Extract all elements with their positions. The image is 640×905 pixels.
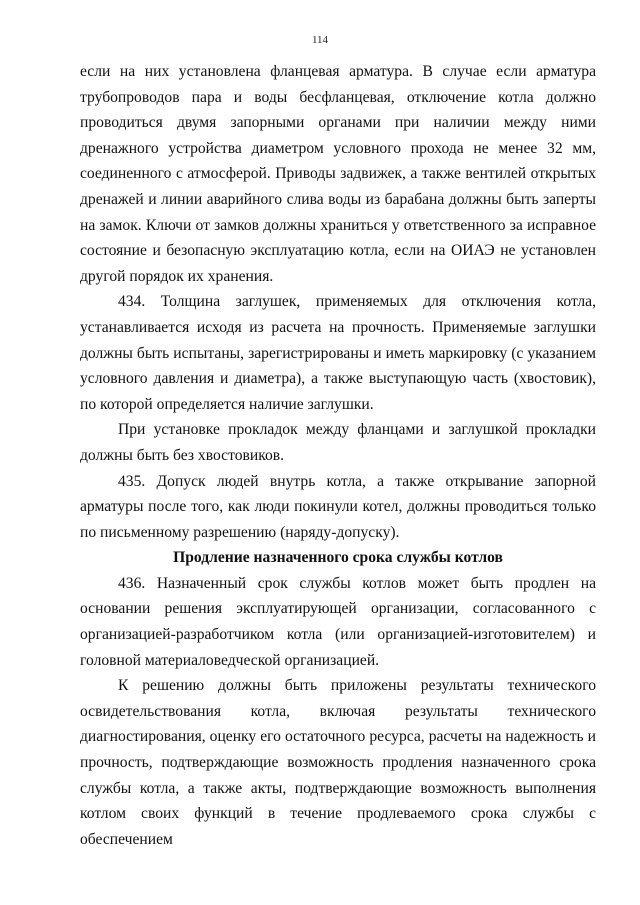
- section-heading: Продление назначенного срока службы котлов: [173, 549, 503, 567]
- page-body: [80, 59, 596, 852]
- page-number: 114: [311, 34, 329, 46]
- paragraph-decision-attachments: К решению должны быть приложены результаты технического освидетельствования котла, включая результаты технического диагностирования, оценку его остаточного ресурса, расчеты на надежность и прочность, подтверждающие возможность продления назначенного срока службы котла, а также акты, подтверждающие возможность выполнения котлом своих функций в течение продлеваемого срока службы с обеспечением: [80, 677, 596, 848]
- paragraph-434: 434. Толщина заглушек, применяемых для отключения котла, устанавливается исходя из расчета на прочность. Применяемые заглушки должны быть испытаны, зарегистрированы и иметь маркировку (с указанием условного давления и диаметра), а также выступающую часть (хвостовик), по которой определяется наличие заглушки.: [80, 293, 596, 413]
- paragraph-435: 435. Допуск людей внутрь котла, а также открывание запорной арматуры после того, как люди покинули котел, должны проводиться только по письменному разрешению (наряду-допуску).: [80, 472, 596, 541]
- paragraph-gaskets: При установке прокладок между фланцами и заглушкой прокладки должны быть без хвостовиков.: [80, 421, 596, 464]
- paragraph-436: 436. Назначенный срок службы котлов может быть продлен на основании решения эксплуатирующей организации, согласованного с организацией-разработчиком котла (или организацией-изготовителем) и головной материаловедческой организацией.: [80, 574, 596, 669]
- paragraph-continuation: если на них установлена фланцевая арматура. В случае если арматура трубопроводов пара и воды бесфланцевая, отключение котла должно проводиться двумя запорными органами при наличии между ними дренажного устройства диаметром условного прохода не менее 32 мм, соединенного с атмосферой. Приводы задвижек, а также вентилей открытых дренажей и линии аварийного слива воды из барабана должны быть заперты на замок. Ключи от замков должны храниться у ответственного за исправное состояние и безопасную эксплуатацию котла, если на ОИАЭ не установлен другой порядок их хранения.: [80, 63, 596, 285]
